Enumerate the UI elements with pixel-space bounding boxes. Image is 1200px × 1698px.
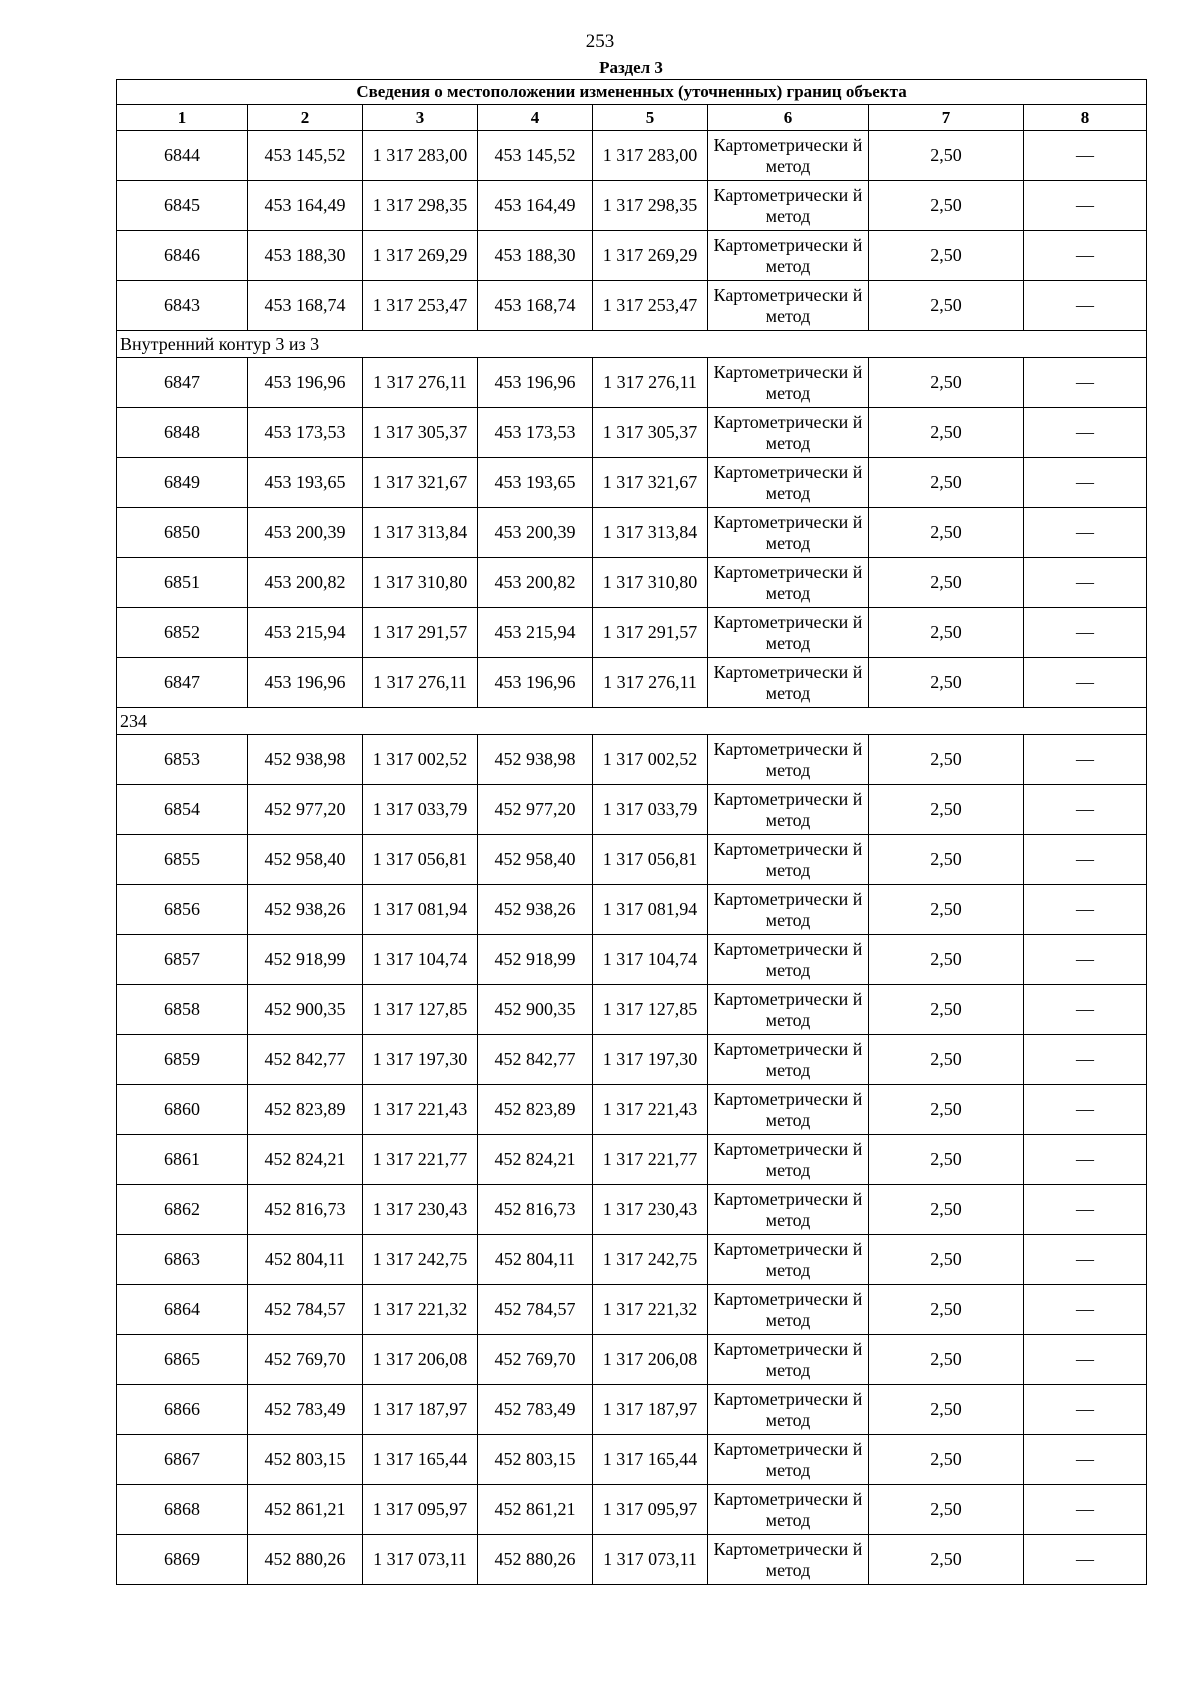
- cell-accuracy: 2,50: [869, 985, 1024, 1035]
- contour-label: 234: [117, 708, 1147, 735]
- cell-x-new: 452 823,89: [478, 1085, 593, 1135]
- cell-note: —: [1024, 1185, 1147, 1235]
- cell-point-number: 6862: [117, 1185, 248, 1235]
- cell-x-old: 452 804,11: [248, 1235, 363, 1285]
- cell-x-new: 452 804,11: [478, 1235, 593, 1285]
- coordinates-table: [116, 79, 1147, 1585]
- cell-x-old: 453 164,49: [248, 181, 363, 231]
- cell-x-old: 453 173,53: [248, 408, 363, 458]
- cell-note: —: [1024, 1035, 1147, 1085]
- cell-point-number: 6844: [117, 131, 248, 181]
- cell-y-new: 1 317 310,80: [593, 558, 708, 608]
- cell-y-old: 1 317 002,52: [363, 735, 478, 785]
- cell-x-old: 452 842,77: [248, 1035, 363, 1085]
- cell-method: Картометрически й метод: [708, 1335, 869, 1385]
- cell-method: Картометрически й метод: [708, 608, 869, 658]
- cell-method: Картометрически й метод: [708, 558, 869, 608]
- cell-accuracy: 2,50: [869, 558, 1024, 608]
- cell-note: —: [1024, 181, 1147, 231]
- cell-point-number: 6854: [117, 785, 248, 835]
- cell-note: —: [1024, 231, 1147, 281]
- table-row: [117, 558, 1147, 608]
- cell-x-old: 452 824,21: [248, 1135, 363, 1185]
- cell-y-new: 1 317 197,30: [593, 1035, 708, 1085]
- cell-method: Картометрически й метод: [708, 835, 869, 885]
- cell-accuracy: 2,50: [869, 408, 1024, 458]
- cell-y-new: 1 317 033,79: [593, 785, 708, 835]
- cell-point-number: 6867: [117, 1435, 248, 1485]
- cell-method: Картометрически й метод: [708, 1085, 869, 1135]
- cell-y-new: 1 317 291,57: [593, 608, 708, 658]
- cell-y-old: 1 317 298,35: [363, 181, 478, 231]
- cell-accuracy: 2,50: [869, 458, 1024, 508]
- table-row: [117, 1185, 1147, 1235]
- cell-x-new: 452 977,20: [478, 785, 593, 835]
- cell-x-new: 452 783,49: [478, 1385, 593, 1435]
- cell-note: —: [1024, 408, 1147, 458]
- cell-point-number: 6861: [117, 1135, 248, 1185]
- cell-y-new: 1 317 298,35: [593, 181, 708, 231]
- cell-y-old: 1 317 230,43: [363, 1185, 478, 1235]
- cell-method: Картометрически й метод: [708, 1035, 869, 1085]
- cell-x-old: 453 193,65: [248, 458, 363, 508]
- cell-y-old: 1 317 056,81: [363, 835, 478, 885]
- cell-method: Картометрически й метод: [708, 785, 869, 835]
- table-row: [117, 1035, 1147, 1085]
- cell-y-old: 1 317 253,47: [363, 281, 478, 331]
- table-row: [117, 1085, 1147, 1135]
- cell-y-new: 1 317 104,74: [593, 935, 708, 985]
- cell-method: Картометрически й метод: [708, 1185, 869, 1235]
- cell-method: Картометрически й метод: [708, 358, 869, 408]
- cell-point-number: 6868: [117, 1485, 248, 1535]
- cell-method: Картометрически й метод: [708, 281, 869, 331]
- cell-x-new: 453 164,49: [478, 181, 593, 231]
- cell-y-new: 1 317 187,97: [593, 1385, 708, 1435]
- cell-x-new: 452 784,57: [478, 1285, 593, 1335]
- cell-accuracy: 2,50: [869, 1035, 1024, 1085]
- cell-x-new: 453 215,94: [478, 608, 593, 658]
- cell-method: Картометрически й метод: [708, 408, 869, 458]
- cell-y-new: 1 317 073,11: [593, 1535, 708, 1585]
- cell-method: Картометрически й метод: [708, 181, 869, 231]
- cell-y-new: 1 317 242,75: [593, 1235, 708, 1285]
- cell-y-new: 1 317 081,94: [593, 885, 708, 935]
- table-row: [117, 508, 1147, 558]
- cell-accuracy: 2,50: [869, 608, 1024, 658]
- cell-x-new: 453 145,52: [478, 131, 593, 181]
- cell-note: —: [1024, 1485, 1147, 1535]
- cell-note: —: [1024, 131, 1147, 181]
- cell-y-new: 1 317 056,81: [593, 835, 708, 885]
- cell-y-old: 1 317 187,97: [363, 1385, 478, 1435]
- cell-method: Картометрически й метод: [708, 1235, 869, 1285]
- cell-y-old: 1 317 104,74: [363, 935, 478, 985]
- cell-method: Картометрически й метод: [708, 1535, 869, 1585]
- cell-method: Картометрически й метод: [708, 131, 869, 181]
- cell-x-new: 453 196,96: [478, 358, 593, 408]
- cell-method: Картометрически й метод: [708, 935, 869, 985]
- cell-x-new: 452 803,15: [478, 1435, 593, 1485]
- cell-x-new: 453 188,30: [478, 231, 593, 281]
- cell-accuracy: 2,50: [869, 358, 1024, 408]
- cell-point-number: 6846: [117, 231, 248, 281]
- cell-y-old: 1 317 276,11: [363, 658, 478, 708]
- cell-y-new: 1 317 276,11: [593, 658, 708, 708]
- column-number-6: 6: [708, 105, 869, 131]
- cell-accuracy: 2,50: [869, 1385, 1024, 1435]
- table-row: [117, 231, 1147, 281]
- cell-x-new: 452 816,73: [478, 1185, 593, 1235]
- cell-note: —: [1024, 885, 1147, 935]
- cell-x-old: 453 168,74: [248, 281, 363, 331]
- cell-method: Картометрически й метод: [708, 658, 869, 708]
- cell-y-new: 1 317 276,11: [593, 358, 708, 408]
- section-title: Раздел 3: [599, 58, 663, 77]
- cell-x-old: 452 803,15: [248, 1435, 363, 1485]
- column-number-7: 7: [869, 105, 1024, 131]
- cell-y-old: 1 317 221,77: [363, 1135, 478, 1185]
- cell-x-old: 452 861,21: [248, 1485, 363, 1535]
- cell-point-number: 6848: [117, 408, 248, 458]
- cell-accuracy: 2,50: [869, 658, 1024, 708]
- cell-accuracy: 2,50: [869, 735, 1024, 785]
- cell-point-number: 6847: [117, 658, 248, 708]
- cell-x-old: 453 196,96: [248, 658, 363, 708]
- cell-note: —: [1024, 508, 1147, 558]
- cell-method: Картометрически й метод: [708, 458, 869, 508]
- table-row: [117, 735, 1147, 785]
- cell-x-old: 452 918,99: [248, 935, 363, 985]
- cell-y-new: 1 317 321,67: [593, 458, 708, 508]
- cell-point-number: 6843: [117, 281, 248, 331]
- cell-point-number: 6860: [117, 1085, 248, 1135]
- table-row: [117, 658, 1147, 708]
- cell-point-number: 6851: [117, 558, 248, 608]
- column-number-4: 4: [478, 105, 593, 131]
- cell-x-old: 452 769,70: [248, 1335, 363, 1385]
- cell-x-new: 452 769,70: [478, 1335, 593, 1385]
- cell-accuracy: 2,50: [869, 1085, 1024, 1135]
- cell-x-new: 452 824,21: [478, 1135, 593, 1185]
- cell-x-old: 453 188,30: [248, 231, 363, 281]
- column-number-1: 1: [117, 105, 248, 131]
- table-title: Сведения о местоположении измененных (уточненных) границ объекта: [117, 80, 1147, 105]
- cell-y-old: 1 317 197,30: [363, 1035, 478, 1085]
- cell-accuracy: 2,50: [869, 835, 1024, 885]
- cell-x-new: 453 173,53: [478, 408, 593, 458]
- cell-note: —: [1024, 1235, 1147, 1285]
- cell-point-number: 6864: [117, 1285, 248, 1335]
- cell-note: —: [1024, 281, 1147, 331]
- cell-method: Картометрически й метод: [708, 735, 869, 785]
- cell-x-old: 453 215,94: [248, 608, 363, 658]
- cell-y-new: 1 317 230,43: [593, 1185, 708, 1235]
- cell-y-old: 1 317 095,97: [363, 1485, 478, 1535]
- cell-y-new: 1 317 095,97: [593, 1485, 708, 1535]
- cell-x-old: 452 938,26: [248, 885, 363, 935]
- cell-accuracy: 2,50: [869, 1285, 1024, 1335]
- cell-y-old: 1 317 206,08: [363, 1335, 478, 1385]
- cell-x-new: 452 938,26: [478, 885, 593, 935]
- cell-x-new: 453 200,39: [478, 508, 593, 558]
- column-number-5: 5: [593, 105, 708, 131]
- cell-point-number: 6855: [117, 835, 248, 885]
- cell-point-number: 6869: [117, 1535, 248, 1585]
- table-row: [117, 1235, 1147, 1285]
- cell-x-old: 453 145,52: [248, 131, 363, 181]
- cell-y-old: 1 317 081,94: [363, 885, 478, 935]
- table-row: [117, 935, 1147, 985]
- cell-accuracy: 2,50: [869, 1435, 1024, 1485]
- cell-note: —: [1024, 1535, 1147, 1585]
- cell-accuracy: 2,50: [869, 1185, 1024, 1235]
- cell-point-number: 6845: [117, 181, 248, 231]
- contour-header-row: [117, 331, 1147, 358]
- table-row: [117, 885, 1147, 935]
- cell-accuracy: 2,50: [869, 1485, 1024, 1535]
- table-title-row: [117, 80, 1147, 105]
- table-row: [117, 458, 1147, 508]
- cell-note: —: [1024, 558, 1147, 608]
- cell-point-number: 6849: [117, 458, 248, 508]
- cell-y-old: 1 317 165,44: [363, 1435, 478, 1485]
- table-row: [117, 131, 1147, 181]
- cell-y-new: 1 317 165,44: [593, 1435, 708, 1485]
- cell-x-new: 452 958,40: [478, 835, 593, 885]
- cell-point-number: 6858: [117, 985, 248, 1035]
- cell-y-new: 1 317 002,52: [593, 735, 708, 785]
- cell-method: Картометрически й метод: [708, 1135, 869, 1185]
- cell-x-new: 452 861,21: [478, 1485, 593, 1535]
- cell-note: —: [1024, 658, 1147, 708]
- cell-accuracy: 2,50: [869, 885, 1024, 935]
- cell-y-new: 1 317 305,37: [593, 408, 708, 458]
- cell-y-old: 1 317 221,43: [363, 1085, 478, 1135]
- cell-note: —: [1024, 1435, 1147, 1485]
- page-number: 253: [585, 31, 615, 52]
- column-number-3: 3: [363, 105, 478, 131]
- cell-accuracy: 2,50: [869, 281, 1024, 331]
- cell-y-new: 1 317 253,47: [593, 281, 708, 331]
- column-number-2: 2: [248, 105, 363, 131]
- cell-x-old: 452 783,49: [248, 1385, 363, 1435]
- contour-label: Внутренний контур 3 из 3: [117, 331, 1147, 358]
- cell-y-new: 1 317 269,29: [593, 231, 708, 281]
- table-row: [117, 1285, 1147, 1335]
- cell-accuracy: 2,50: [869, 1335, 1024, 1385]
- cell-y-new: 1 317 206,08: [593, 1335, 708, 1385]
- cell-note: —: [1024, 1385, 1147, 1435]
- cell-x-old: 453 200,82: [248, 558, 363, 608]
- cell-y-old: 1 317 310,80: [363, 558, 478, 608]
- cell-accuracy: 2,50: [869, 935, 1024, 985]
- cell-y-old: 1 317 127,85: [363, 985, 478, 1035]
- cell-note: —: [1024, 735, 1147, 785]
- cell-point-number: 6850: [117, 508, 248, 558]
- cell-accuracy: 2,50: [869, 508, 1024, 558]
- cell-x-old: 452 958,40: [248, 835, 363, 885]
- cell-x-new: 453 196,96: [478, 658, 593, 708]
- cell-accuracy: 2,50: [869, 1135, 1024, 1185]
- cell-note: —: [1024, 935, 1147, 985]
- cell-point-number: 6852: [117, 608, 248, 658]
- cell-note: —: [1024, 785, 1147, 835]
- cell-x-new: 452 880,26: [478, 1535, 593, 1585]
- table-row: [117, 608, 1147, 658]
- cell-y-old: 1 317 321,67: [363, 458, 478, 508]
- cell-y-old: 1 317 305,37: [363, 408, 478, 458]
- cell-x-old: 453 200,39: [248, 508, 363, 558]
- cell-accuracy: 2,50: [869, 131, 1024, 181]
- cell-y-old: 1 317 313,84: [363, 508, 478, 558]
- cell-x-old: 452 880,26: [248, 1535, 363, 1585]
- cell-x-old: 453 196,96: [248, 358, 363, 408]
- cell-y-new: 1 317 283,00: [593, 131, 708, 181]
- table-row: [117, 1485, 1147, 1535]
- cell-method: Картометрически й метод: [708, 231, 869, 281]
- cell-method: Картометрически й метод: [708, 885, 869, 935]
- cell-method: Картометрически й метод: [708, 1485, 869, 1535]
- cell-note: —: [1024, 985, 1147, 1035]
- cell-x-new: 452 900,35: [478, 985, 593, 1035]
- cell-method: Картометрически й метод: [708, 508, 869, 558]
- table-row: [117, 1435, 1147, 1485]
- cell-x-old: 452 900,35: [248, 985, 363, 1035]
- cell-x-new: 453 193,65: [478, 458, 593, 508]
- document-table-container: [116, 58, 1146, 1585]
- column-number-8: 8: [1024, 105, 1147, 131]
- contour-header-row: [117, 708, 1147, 735]
- cell-y-old: 1 317 033,79: [363, 785, 478, 835]
- table-row: [117, 785, 1147, 835]
- cell-point-number: 6847: [117, 358, 248, 408]
- cell-y-old: 1 317 276,11: [363, 358, 478, 408]
- table-row: [117, 281, 1147, 331]
- table-row: [117, 408, 1147, 458]
- cell-x-new: 452 918,99: [478, 935, 593, 985]
- cell-note: —: [1024, 358, 1147, 408]
- cell-x-new: 452 842,77: [478, 1035, 593, 1085]
- table-row: [117, 1535, 1147, 1585]
- cell-x-old: 452 977,20: [248, 785, 363, 835]
- column-number-row: [117, 105, 1147, 131]
- cell-x-new: 453 200,82: [478, 558, 593, 608]
- cell-y-old: 1 317 242,75: [363, 1235, 478, 1285]
- cell-y-old: 1 317 291,57: [363, 608, 478, 658]
- cell-accuracy: 2,50: [869, 1535, 1024, 1585]
- cell-point-number: 6856: [117, 885, 248, 935]
- cell-note: —: [1024, 1335, 1147, 1385]
- cell-point-number: 6863: [117, 1235, 248, 1285]
- cell-y-new: 1 317 313,84: [593, 508, 708, 558]
- table-row: [117, 985, 1147, 1035]
- table-row: [117, 1335, 1147, 1385]
- table-row: [117, 358, 1147, 408]
- cell-point-number: 6859: [117, 1035, 248, 1085]
- cell-accuracy: 2,50: [869, 181, 1024, 231]
- cell-y-new: 1 317 221,77: [593, 1135, 708, 1185]
- cell-note: —: [1024, 458, 1147, 508]
- table-row: [117, 1385, 1147, 1435]
- cell-y-old: 1 317 073,11: [363, 1535, 478, 1585]
- cell-x-new: 452 938,98: [478, 735, 593, 785]
- cell-y-new: 1 317 127,85: [593, 985, 708, 1035]
- cell-accuracy: 2,50: [869, 785, 1024, 835]
- cell-x-old: 452 816,73: [248, 1185, 363, 1235]
- cell-note: —: [1024, 1135, 1147, 1185]
- cell-method: Картометрически й метод: [708, 1385, 869, 1435]
- cell-y-old: 1 317 283,00: [363, 131, 478, 181]
- cell-method: Картометрически й метод: [708, 1285, 869, 1335]
- cell-y-old: 1 317 221,32: [363, 1285, 478, 1335]
- table-row: [117, 835, 1147, 885]
- cell-x-old: 452 823,89: [248, 1085, 363, 1135]
- cell-accuracy: 2,50: [869, 1235, 1024, 1285]
- cell-note: —: [1024, 1285, 1147, 1335]
- cell-note: —: [1024, 835, 1147, 885]
- cell-y-old: 1 317 269,29: [363, 231, 478, 281]
- cell-note: —: [1024, 608, 1147, 658]
- cell-point-number: 6865: [117, 1335, 248, 1385]
- cell-note: —: [1024, 1085, 1147, 1135]
- cell-x-new: 453 168,74: [478, 281, 593, 331]
- cell-y-new: 1 317 221,43: [593, 1085, 708, 1135]
- cell-point-number: 6853: [117, 735, 248, 785]
- cell-accuracy: 2,50: [869, 231, 1024, 281]
- cell-method: Картометрически й метод: [708, 1435, 869, 1485]
- cell-method: Картометрически й метод: [708, 985, 869, 1035]
- cell-x-old: 452 784,57: [248, 1285, 363, 1335]
- cell-point-number: 6857: [117, 935, 248, 985]
- table-row: [117, 181, 1147, 231]
- cell-x-old: 452 938,98: [248, 735, 363, 785]
- table-row: [117, 1135, 1147, 1185]
- table-body: [117, 80, 1147, 1585]
- cell-point-number: 6866: [117, 1385, 248, 1435]
- cell-y-new: 1 317 221,32: [593, 1285, 708, 1335]
